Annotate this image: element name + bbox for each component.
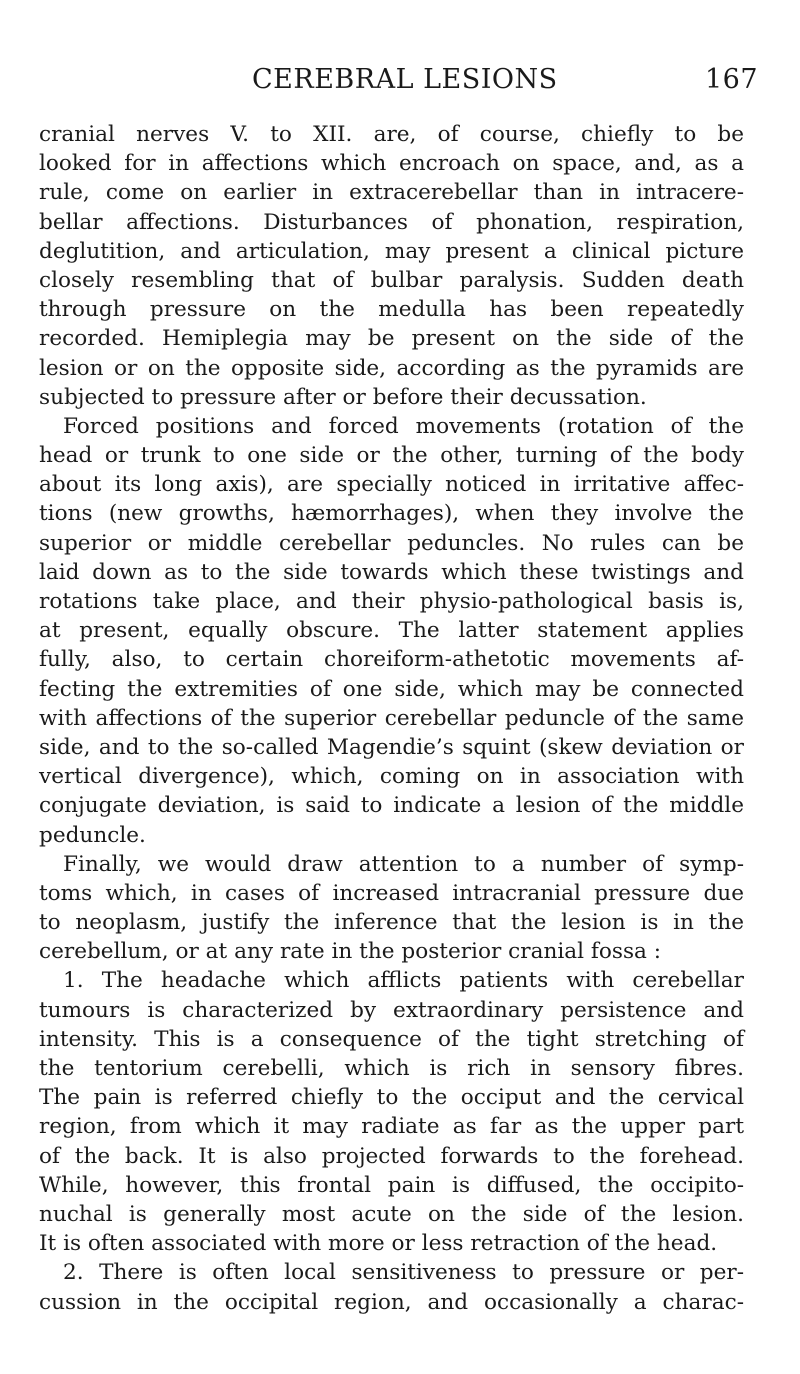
text-line: cerebellum, or at any rate in the posterior cranial fossa : (39, 939, 662, 965)
text-line: The pain is referred chiefly to the occiput and the cervical (39, 1085, 744, 1111)
text-line: bellar affections. Disturbances of phonation, respiration, (39, 209, 744, 235)
text-line: Forced positions and forced movements (rotation of the (63, 413, 744, 439)
text-line: 1. The headache which afflicts patients with cerebellar (63, 968, 744, 994)
text-line: vertical divergence), which, coming on in association with (39, 764, 744, 790)
text-line: through pressure on the medulla has been repeatedly (39, 297, 744, 323)
text-line: with affections of the superior cerebellar peduncle of the same (39, 705, 744, 731)
text-line: lesion or on the opposite side, according as the pyramids are (39, 355, 744, 381)
text-line: peduncle. (39, 822, 146, 848)
text-line: 2. There is often local sensitiveness to pressure or per- (63, 1260, 744, 1286)
text-line: head or trunk to one side or the other, turning of the body (39, 443, 744, 469)
text-line: region, from which it may radiate as far as the upper part (39, 1114, 744, 1140)
text-line: cussion in the occipital region, and occasionally a charac- (39, 1289, 744, 1315)
text-line: conjugate deviation, is said to indicate a lesion of the middle (39, 793, 744, 819)
text-line: side, and to the so-called Magendie’s squint (skew deviation or (39, 734, 744, 760)
text-line: tions (new growths, hæmorrhages), when they involve the (39, 501, 744, 527)
text-line: rotations take place, and their physio-pathological basis is, (39, 589, 744, 614)
text-line: toms which, in cases of increased intracranial pressure due (39, 880, 744, 906)
page-number: 167 (705, 64, 759, 95)
text-line: looked for in affections which encroach on space, and, as a (39, 151, 744, 177)
text-line: the tentorium cerebelli, which is rich in sensory fibres. (39, 1056, 744, 1081)
text-line: about its long axis), are specially noticed in irritative affec- (39, 472, 744, 498)
text-line: fecting the extremities of one side, which may be connected (39, 676, 744, 702)
text-line: laid down as to the side towards which these twistings and (39, 559, 744, 585)
text-line: deglutition, and articulation, may present a clinical picture (39, 238, 744, 264)
text-line: subjected to pressure after or before their decussation. (39, 384, 647, 410)
text-line: cranial nerves V. to XII. are, of course, chiefly to be (39, 122, 744, 147)
text-line: Finally, we would draw attention to a number of symp- (63, 851, 744, 877)
text-line: closely resembling that of bulbar paralysis. Sudden death (39, 267, 744, 293)
text-line: While, however, this frontal pain is diffused, the occipito- (39, 1172, 744, 1198)
text-line: It is often associated with more or less retraction of the head. (39, 1231, 718, 1257)
text-line: recorded. Hemiplegia may be present on the side of the (39, 326, 744, 352)
text-line: rule, come on earlier in extracerebellar than in intracere- (39, 180, 744, 206)
text-line: at present, equally obscure. The latter statement applies (39, 618, 744, 644)
text-line: intensity. This is a consequence of the tight stretching of (39, 1026, 744, 1052)
text-line: superior or middle cerebellar peduncles. No rules can be (39, 530, 744, 556)
running-title: CEREBRAL LESIONS (252, 64, 558, 95)
text-line: nuchal is generally most acute on the side of the lesion. (39, 1201, 744, 1227)
text-line: of the back. It is also projected forwards to the forehead. (39, 1143, 744, 1169)
text-line: to neoplasm, justify the inference that the lesion is in the (39, 910, 744, 936)
text-line: tumours is characterized by extraordinary persistence and (39, 997, 744, 1023)
body-text (39, 120, 744, 1317)
page-header (0, 64, 800, 104)
text-line: fully, also, to certain choreiform-athetotic movements af- (39, 647, 744, 673)
